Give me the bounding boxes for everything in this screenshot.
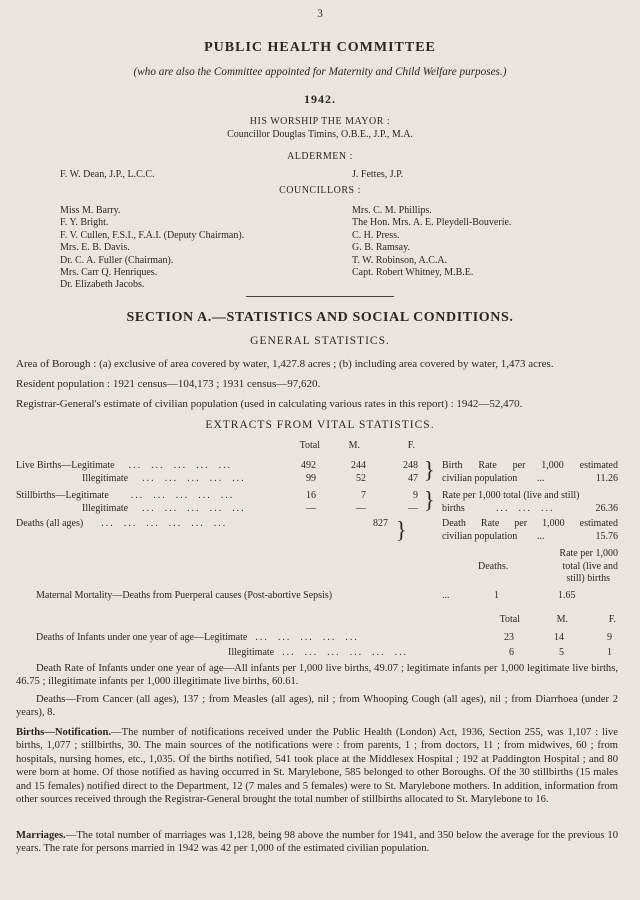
dots: ... ... ... bbox=[496, 503, 555, 514]
infant-legit-f: 9 bbox=[607, 632, 612, 643]
infant-illegit-m: 5 bbox=[559, 647, 564, 658]
live-births-label: Live Births—Legitimate ... ... ... ... ... bbox=[16, 460, 233, 471]
brace-icon: } bbox=[396, 516, 407, 543]
dots: ... bbox=[537, 531, 545, 542]
live-births-illegit-label: Illegitimate ... ... ... ... ... bbox=[82, 473, 246, 484]
maternal-col-deaths: Deaths. bbox=[478, 561, 509, 572]
divider bbox=[246, 296, 394, 297]
section-title: SECTION A.—STATISTICS AND SOCIAL CONDITIONS. bbox=[126, 310, 514, 325]
live-illegit-m: 52 bbox=[356, 473, 366, 484]
maternal-col-rate1: Rate per 1,000 bbox=[559, 548, 618, 559]
committee-subtitle: (who are also the Committee appointed for Maternity and Child Welfare purposes.) bbox=[133, 66, 507, 78]
extracts-heading: EXTRACTS FROM VITAL STATISTICS. bbox=[205, 419, 435, 431]
infant-label: Deaths of Infants under one year of age—Legitimate ... ... ... ... ... bbox=[36, 632, 359, 643]
dots: ... bbox=[442, 590, 450, 601]
alderman-1: F. W. Dean, J.P., L.C.C. bbox=[60, 169, 155, 180]
councillors-left-list bbox=[60, 205, 244, 292]
birth-rate-text: Birth Rate per 1,000 estimated bbox=[442, 460, 618, 471]
mayor-name: Councillor Douglas Timins, O.B.E., J.P., M.A. bbox=[227, 129, 413, 140]
councillors-heading: COUNCILLORS : bbox=[279, 185, 361, 196]
death-rate-text: Death Rate per 1,000 estimated bbox=[442, 518, 618, 529]
councillor: Miss M. Barry. bbox=[60, 205, 121, 216]
still-rate-value: 26.36 bbox=[595, 503, 618, 514]
infant-illegit-total: 6 bbox=[509, 647, 514, 658]
col-total-header: Total bbox=[299, 440, 320, 451]
councillor: The Hon. Mrs. A. E. Pleydell-Bouverie. bbox=[352, 217, 512, 229]
committee-year: 1942. bbox=[304, 92, 336, 106]
still-illegit-f: — bbox=[408, 503, 418, 514]
maternal-deaths: 1 bbox=[494, 590, 499, 601]
aldermen-heading: ALDERMEN : bbox=[287, 151, 353, 162]
col-m-header: M. bbox=[348, 440, 360, 451]
councillor: Mrs. Carr Q. Henriques. bbox=[60, 267, 158, 279]
councillor: G. B. Ramsay. bbox=[352, 242, 410, 254]
councillors-right-list bbox=[352, 205, 511, 279]
births-text: —The number of notifications received under the Public Health (London) Act, 1936, Section 255, was 1,107 : live births, 1,077 ; stillbirths, 30. The main sources of the notifications were : from parents, 1 ; from doctors, 11 ; from midwives, 60 ; from hospitals, nursing homes, etc., 1,035. Of the births notified, 541 took place at the Middlesex Hospital ; 192 at Paddington Hospital ; and 80 were born at home. Of those notified as having occurred in St. Marylebone, 585 belonged to other Boroughs. Of the 30 stillbirths (15 males and 15 females) notified direct to the Department, 12 (7 males and 5 females) were to St. Marylebone mothers. In addition, information from other sources received through the Registrar-General brought the total number of stillbirths allocated to St. Marylebone to 16. bbox=[16, 727, 618, 806]
councillor: C. H. Press. bbox=[352, 229, 400, 241]
councillor: Dr. Elizabeth Jacobs. bbox=[60, 279, 145, 291]
area-line: Area of Borough : (a) exclusive of area covered by water, 1,427.8 acres ; (b) including area covered by water, 1,473 acres. bbox=[16, 358, 554, 370]
councillor: Capt. Robert Whitney, M.B.E. bbox=[352, 267, 474, 279]
councillor: F. V. Cullen, F.S.I., F.A.I. (Deputy Chairman). bbox=[60, 229, 245, 241]
brace-icon: } bbox=[424, 456, 435, 483]
still-legit-m: 7 bbox=[361, 490, 366, 501]
death-rate-text2: civilian population bbox=[442, 531, 518, 542]
still-illegit-total: — bbox=[306, 503, 316, 514]
maternal-col-rate2: total (live and bbox=[562, 561, 618, 572]
marriages-text: —The total number of marriages was 1,128, being 98 above the number for 1941, and 350 below the average for the previous 10 years. The rate for persons married in 1942 was 42 per 1,000 of the estimated civilian population. bbox=[16, 830, 618, 855]
councillor: F. Y. Bright. bbox=[60, 217, 109, 229]
councillor: Mrs. E. B. Davis. bbox=[60, 242, 130, 254]
death-rate-value: 15.76 bbox=[595, 531, 618, 542]
col-f-header: F. bbox=[407, 440, 415, 451]
brace-icon: } bbox=[424, 486, 435, 513]
deaths-value: 827 bbox=[373, 518, 388, 529]
councillor: T. W. Robinson, A.C.A. bbox=[352, 254, 448, 266]
maternal-label: Maternal Mortality—Deaths from Puerperal causes (Post-abortive Sepsis) bbox=[36, 590, 333, 601]
marriages-paragraph bbox=[16, 829, 618, 856]
infant-col-f: F. bbox=[608, 614, 616, 625]
registrar-line: Registrar-General's estimate of civilian population (used in calculating various rates in this report) : 1942—52,470. bbox=[16, 398, 523, 410]
infant-col-total: Total bbox=[499, 614, 520, 625]
page-number: 3 bbox=[317, 8, 323, 20]
live-legit-f: 248 bbox=[403, 460, 418, 471]
resident-line: Resident population : 1921 census—104,173 ; 1931 census—97,620. bbox=[16, 378, 321, 390]
infant-illegit-label: Illegitimate ... ... ... ... ... ... bbox=[228, 647, 409, 658]
stillbirths-label: Stillbirths—Legitimate ... ... ... ... ... bbox=[16, 490, 235, 501]
live-legit-total: 492 bbox=[301, 460, 316, 471]
infant-legit-total: 23 bbox=[504, 632, 514, 643]
maternal-rate: 1.65 bbox=[558, 590, 576, 601]
infant-illegit-f: 1 bbox=[607, 647, 612, 658]
deaths-label: Deaths (all ages) ... ... ... ... ... ... bbox=[16, 518, 228, 529]
infant-rate-paragraph: Death Rate of Infants under one year of age—All infants per 1,000 live births, 49.07 ; legitimate infants per 1,000 legitimate live births, 46.75 ; illegitimate infants per 1,000 illegitimate live births, 60.61. bbox=[16, 663, 618, 688]
still-legit-total: 16 bbox=[306, 490, 316, 501]
infant-legit-m: 14 bbox=[554, 632, 564, 643]
marriages-heading: Marriages. bbox=[16, 830, 66, 841]
mayor-heading: HIS WORSHIP THE MAYOR : bbox=[249, 116, 391, 127]
live-illegit-total: 99 bbox=[306, 473, 316, 484]
councillor: Dr. C. A. Fuller (Chairman). bbox=[60, 254, 174, 266]
councillor: Mrs. C. M. Phillips. bbox=[352, 205, 432, 216]
live-illegit-f: 47 bbox=[408, 473, 418, 484]
births-heading: Births—Notification. bbox=[16, 727, 112, 738]
general-statistics-heading: GENERAL STATISTICS. bbox=[250, 335, 390, 347]
alderman-2: J. Fettes, J.P. bbox=[352, 169, 404, 180]
birth-rate-value: 11.26 bbox=[595, 473, 618, 484]
committee-title: PUBLIC HEALTH COMMITTEE bbox=[204, 40, 436, 55]
infant-col-m: M. bbox=[556, 614, 568, 625]
still-rate-text2: births bbox=[442, 503, 465, 514]
dots: ... bbox=[537, 473, 545, 484]
birth-rate-text2: civilian population bbox=[442, 473, 518, 484]
still-illegit-m: — bbox=[356, 503, 366, 514]
stillbirths-illegit-label: Illegitimate ... ... ... ... ... bbox=[82, 503, 246, 514]
births-notification-paragraph bbox=[16, 726, 618, 806]
still-rate-text: Rate per 1,000 total (live and still) bbox=[442, 490, 580, 501]
maternal-col-rate3: still) births bbox=[566, 573, 610, 584]
live-legit-m: 244 bbox=[351, 460, 366, 471]
still-legit-f: 9 bbox=[413, 490, 418, 501]
deaths-from-paragraph: Deaths—From Cancer (all ages), 137 ; from Measles (all ages), nil ; from Whooping Cough (all ages), nil ; from Diarrhoea (under 2 years), 8. bbox=[16, 694, 618, 719]
